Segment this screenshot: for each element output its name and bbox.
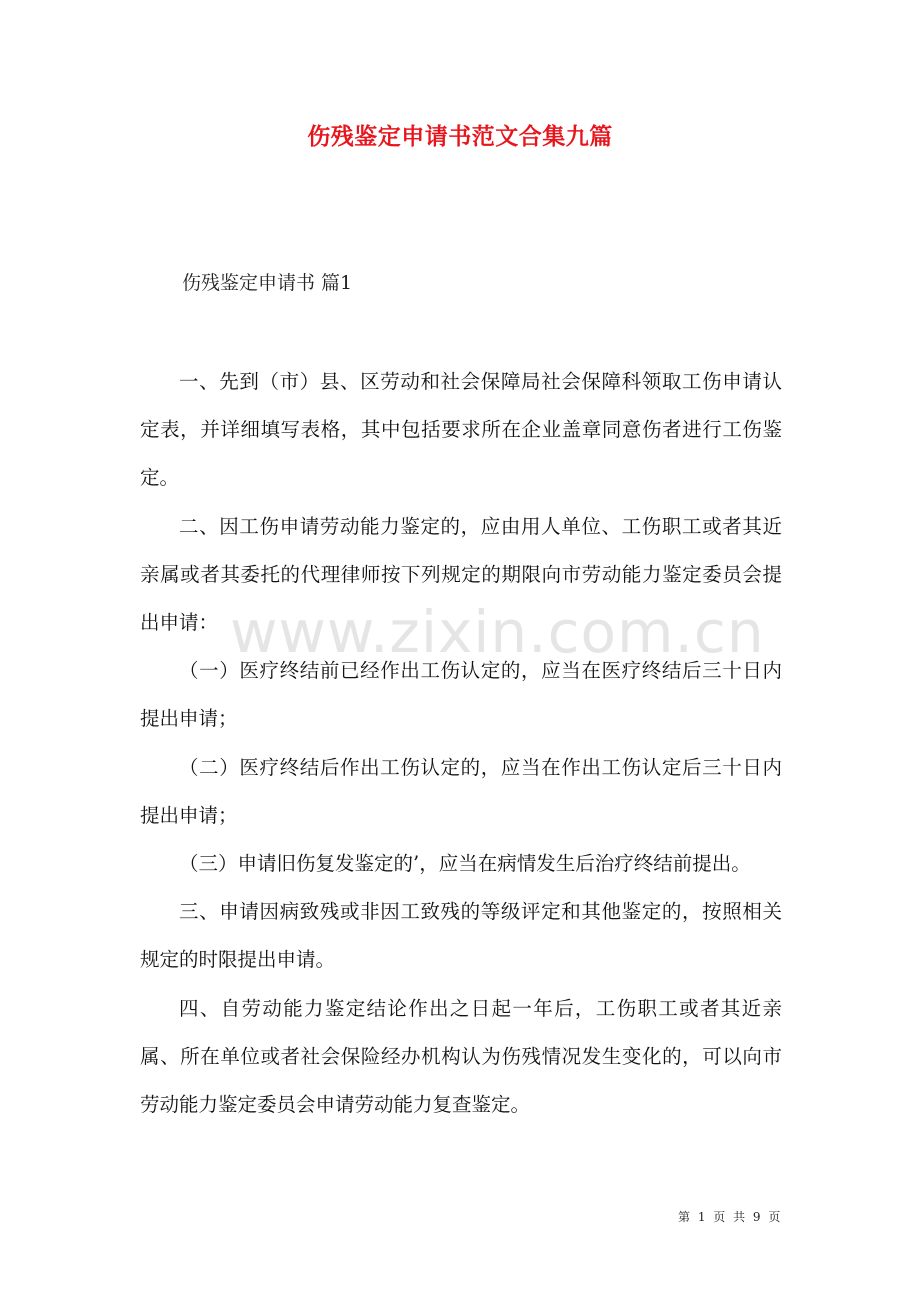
watermark: www.zixin.com.cn — [230, 598, 765, 666]
section-heading: 伤残鉴定申请书 篇1 — [182, 272, 353, 294]
paragraph-1: 一、先到（市）县、区劳动和社会保障局社会保障科领取工伤申请认定表，并详细填写表格，其中包括要求所在企业盖章同意伤者进行工伤鉴定。 — [140, 370, 782, 490]
document-body — [140, 358, 782, 1129]
paragraph-4: 四、自劳动能力鉴定结论作出之日起一年后，工伤职工或者其近亲属、所在单位或者社会保险经办机构认为伤残情况发生变化的，可以向市劳动能力鉴定委员会申请劳动能力复查鉴定。 — [140, 996, 782, 1117]
paragraph-2-item-1: （一）医疗终结前已经作出工伤认定的，应当在医疗终结后三十日内提出申请； — [140, 659, 782, 731]
document-title: 伤残鉴定申请书范文合集九篇 — [307, 123, 613, 150]
paragraph-3: 三、申请因病致残或非因工致残的等级评定和其他鉴定的，按照相关规定的时限提出申请。 — [140, 900, 782, 972]
paragraph-2-item-3: （三）申请旧伤复发鉴定的’，应当在病情发生后治疗终结前提出。 — [179, 852, 751, 876]
page-footer: 第 1 页 共 9 页 — [678, 1210, 783, 1224]
paragraph-2-item-2: （二）医疗终结后作出工伤认定的，应当在作出工伤认定后三十日内提出申请； — [140, 755, 782, 827]
paragraph-2: 二、因工伤申请劳动能力鉴定的，应由用人单位、工伤职工或者其近亲属或者其委托的代理律师按下列规定的期限向市劳动能力鉴定委员会提出申请： — [140, 514, 782, 635]
